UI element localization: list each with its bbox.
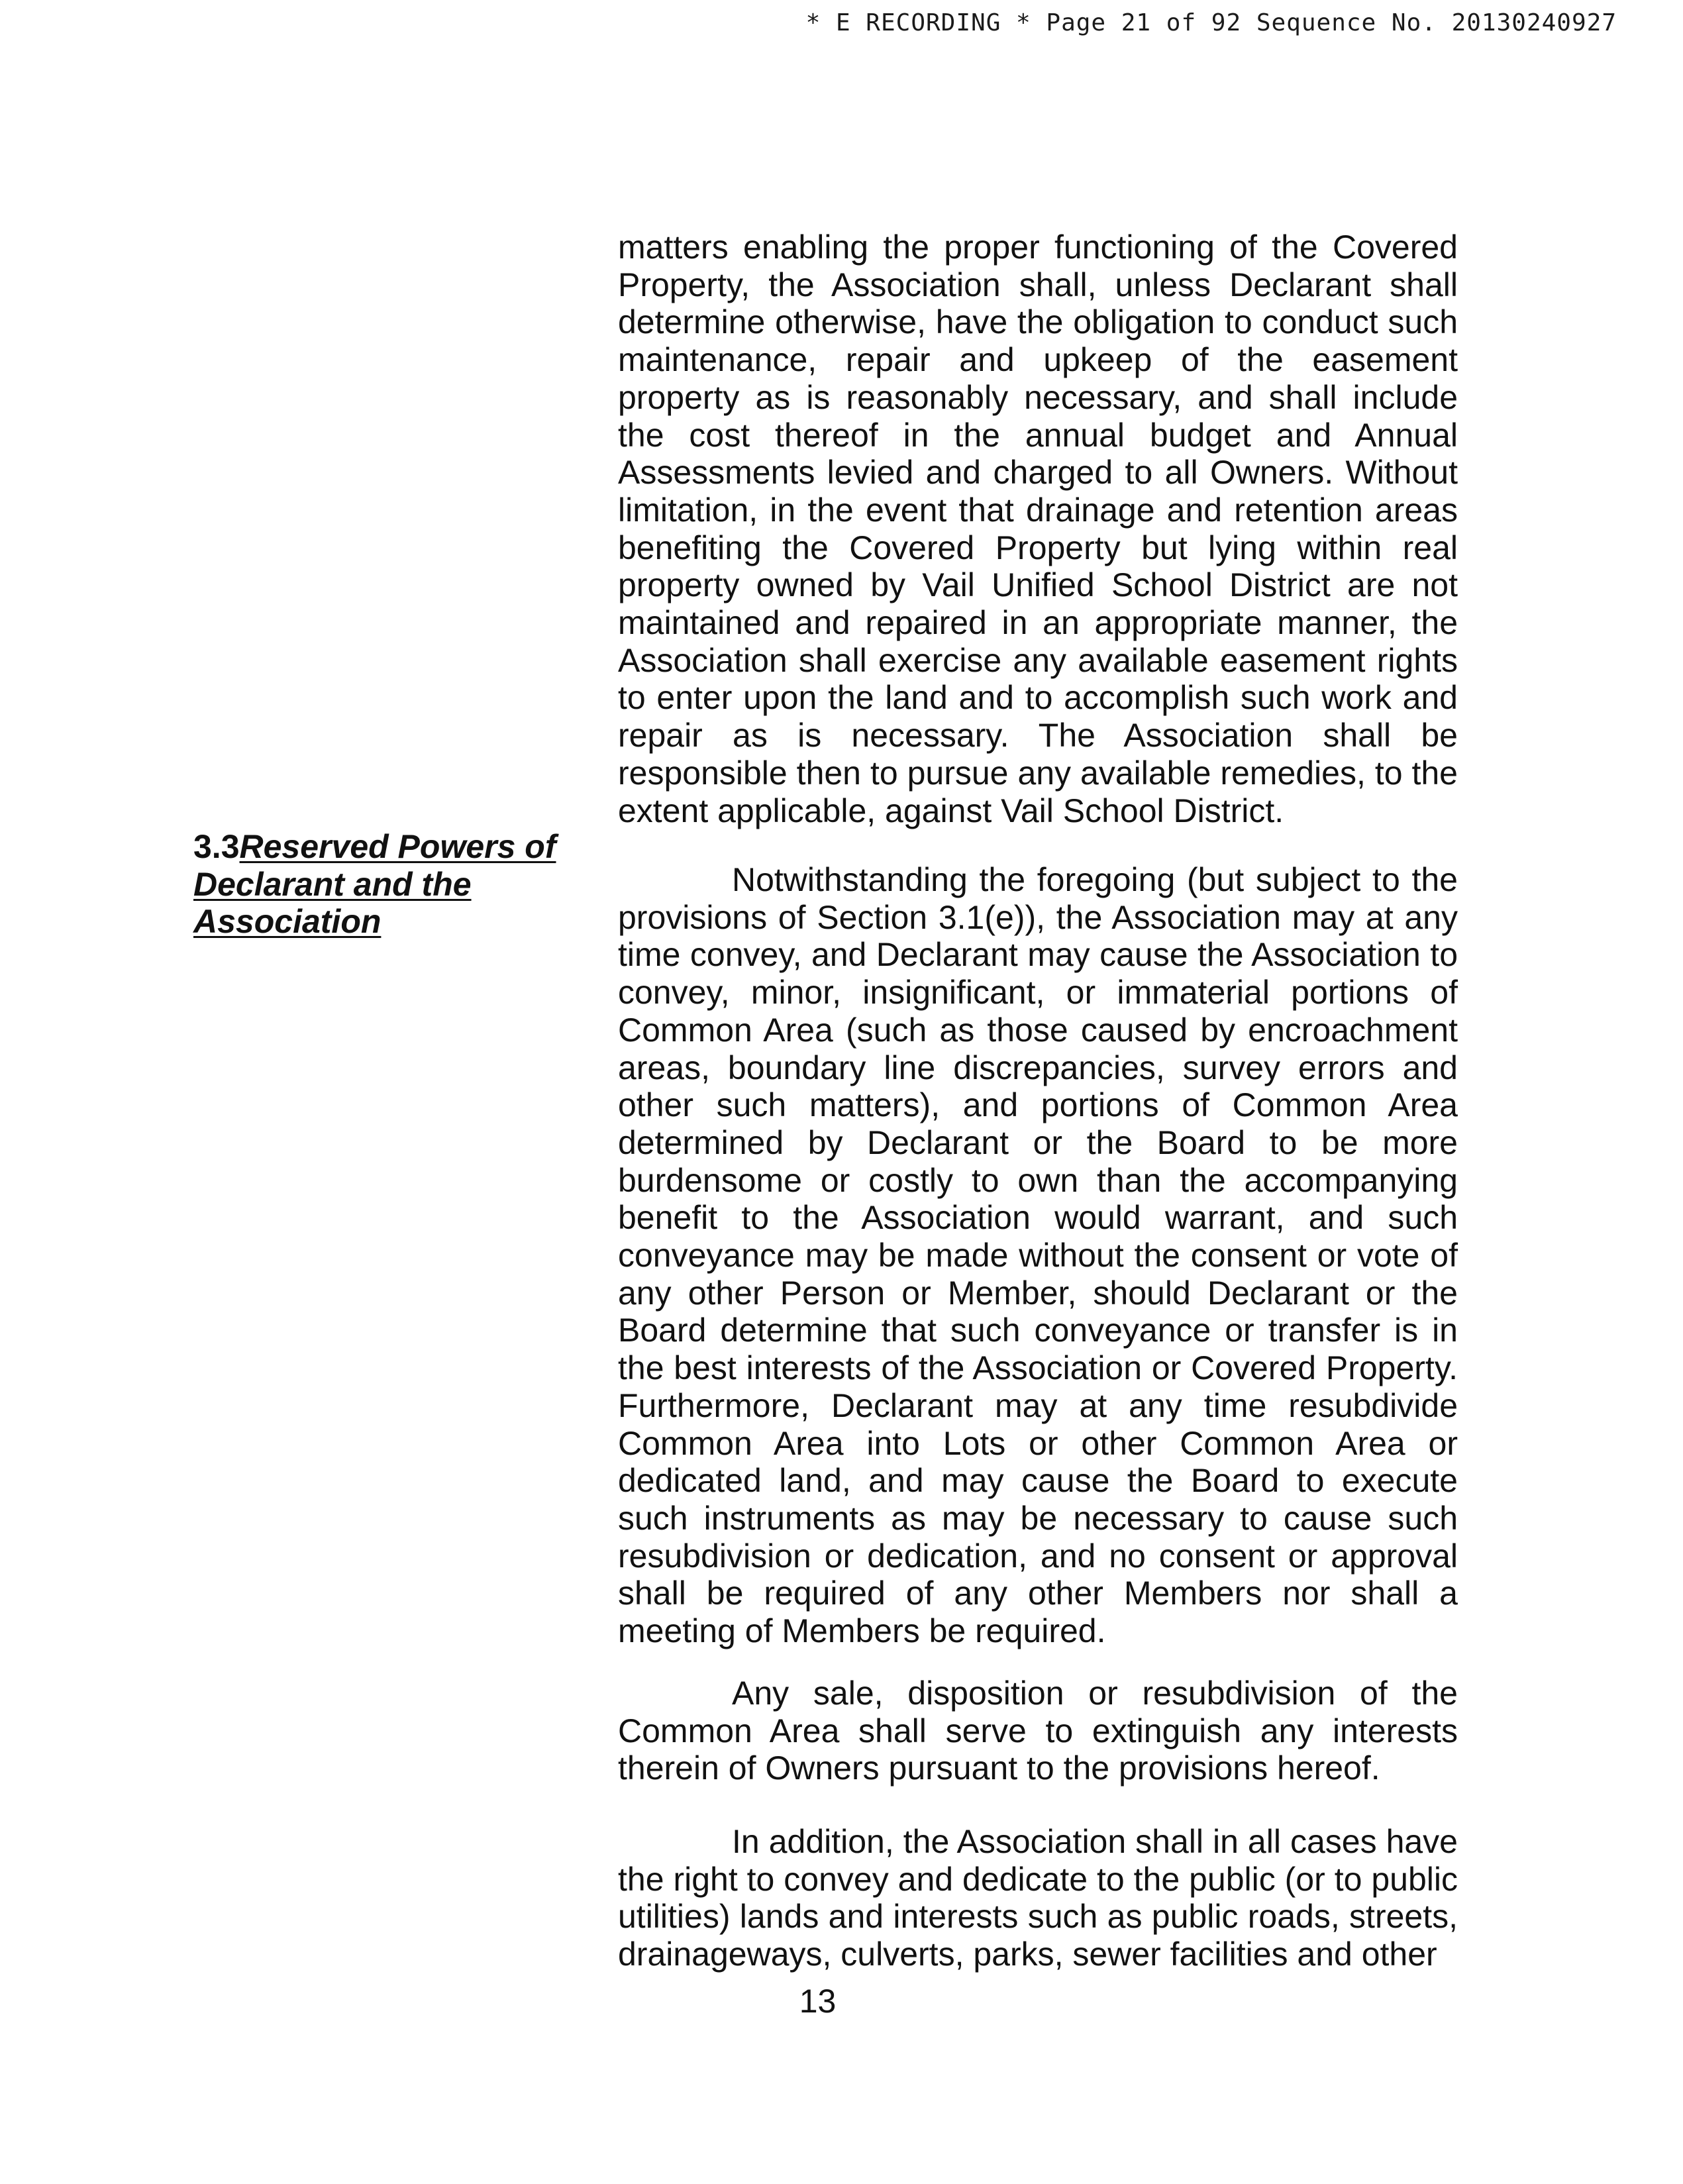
paragraph-dedication: In addition, the Association shall in all cases have the right to convey and dedicate to the public (or to public utilities) lands and interests such as public roads, streets, drainageways, culverts, parks, sewer facilities and other: [618, 1823, 1458, 1973]
section-heading: [193, 828, 591, 941]
section-title: Reserved Powers of Declarant and the Association: [193, 828, 556, 941]
page-number: [0, 1982, 1683, 2020]
paragraph-reserved-powers: Notwithstanding the foregoing (but subject to the provisions of Section 3.1(e)), the Association may at any time convey, and Declarant may cause the Association to convey, minor, insignificant, or immaterial portions of Common Area (such as those caused by encroachment areas, boundary line discrepancies, survey errors and other such matters), and portions of Common Area determined by Declarant or the Board to be more burdensome or costly to own than the accompanying benefit to the Association would warrant, and such conveyance may be made without the consent or vote of any other Person or Member, should Declarant or the Board determine that such conveyance or transfer is in the best interests of the Association or Covered Property. Furthermore, Declarant may at any time resubdivide Common Area into Lots or other Common Area or dedicated land, and may cause the Board to execute such instruments as may be necessary to cause such resubdivision or dedication, and no consent or approval shall be required of any other Members nor shall a meeting of Members be required.: [618, 861, 1458, 1650]
paragraph-sale-disposition: Any sale, disposition or resubdivision of the Common Area shall serve to extinguish any interests therein of Owners pursuant to the provisions hereof.: [618, 1675, 1458, 1787]
page-number-text: 13: [799, 1983, 837, 2020]
recording-header: * E RECORDING * Page 21 of 92 Sequence No. 20130240927: [805, 9, 1617, 36]
paragraph-continuation: matters enabling the proper functioning of the Covered Property, the Association shall, unless Declarant shall determine otherwise, have the obligation to conduct such maintenance, repair and upkeep of the easement property as is reasonably necessary, and shall include the cost thereof in the annual budget and Annual Assessments levied and charged to all Owners. Without limitation, in the event that drainage and retention areas benefiting the Covered Property but lying within real property owned by Vail Unified School District are not maintained and repaired in an appropriate manner, the Association shall exercise any available easement rights to enter upon the land and to accomplish such work and repair as is necessary. The Association shall be responsible then to pursue any available remedies, to the extent applicable, against Vail School District.: [618, 229, 1458, 829]
section-number: 3.3: [193, 828, 240, 865]
